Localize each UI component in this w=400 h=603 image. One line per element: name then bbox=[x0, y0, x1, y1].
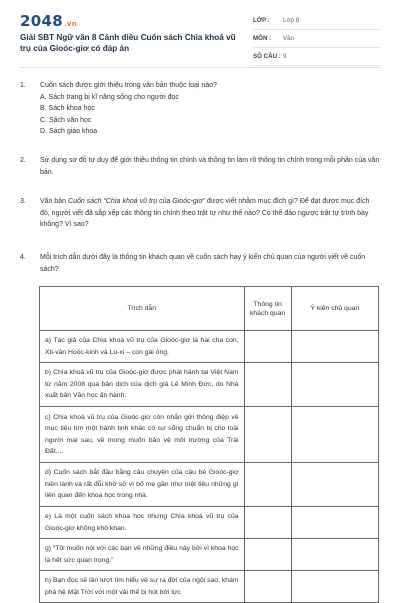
text-segment: được viết nhằm mục đích gì? Để đạt được mục đích đó, người viết đã sắp xếp các thông tin chính theo trật tự như thế nào? Có thể đảo ngược trật tự trình bày không? Vì sao? bbox=[40, 198, 370, 228]
table-row bbox=[40, 571, 379, 603]
option-c: C. Sách văn học bbox=[40, 116, 92, 124]
subjective-cell[interactable] bbox=[291, 331, 378, 363]
header-divider bbox=[20, 67, 381, 68]
table-row bbox=[40, 363, 379, 407]
quote-table bbox=[39, 286, 379, 603]
objective-cell[interactable] bbox=[244, 539, 291, 571]
question-number: 4. bbox=[20, 254, 26, 261]
question-number: 1. bbox=[20, 82, 26, 89]
meta-row-subject bbox=[253, 30, 381, 48]
meta-label: MÔN : bbox=[253, 35, 272, 42]
header-subjective: Ý kiến chủ quan bbox=[291, 287, 378, 331]
logo-text: 2048 bbox=[20, 12, 63, 30]
site-logo[interactable] bbox=[20, 12, 77, 30]
table-row bbox=[40, 539, 379, 571]
objective-cell[interactable] bbox=[244, 407, 291, 463]
quote-cell: h) Bạn đọc sẽ lần lượt tìm hiểu về sự ra đời của ngôi sao, khám phá hệ Mặt Trời với một vài thế bị hút bởi lực bbox=[40, 571, 245, 603]
page-title: Giải SBT Ngữ văn 8 Cánh diều Cuốn sách Chìa khoá vũ trụ của Gioóc-giơ có đáp án bbox=[20, 33, 236, 53]
meta-row-class bbox=[253, 12, 381, 30]
table-row bbox=[40, 331, 379, 363]
logo-tld: .vn bbox=[63, 20, 78, 28]
objective-cell[interactable] bbox=[244, 571, 291, 603]
meta-label: LỚP : bbox=[253, 17, 270, 24]
question-4 bbox=[20, 252, 380, 275]
quote-cell: d) Cuốn sách bắt đầu bằng câu chuyện của cậu bé Gioóc-giơ hiền lành và rất đỗi khờ sở vì bố mẹ gần như triệt tiêu những gì liên quan đến khoa học trong nhà. bbox=[40, 463, 245, 507]
question-text: Sử dụng sơ đồ tư duy để giới thiệu thông tin chính và thông tin làm rõ thông tin chính trong mỗi phần của văn bản. bbox=[40, 157, 380, 176]
header-objective: Thông tin khách quan bbox=[244, 287, 291, 331]
question-number: 3. bbox=[20, 198, 26, 205]
option-d: D. Sách giáo khoa bbox=[40, 128, 98, 135]
quote-cell: g) “Tôi muốn nói với các bạn về những điều này bởi vì khoa học là hết sức quan trọng.” bbox=[40, 539, 245, 571]
question-text bbox=[40, 196, 380, 231]
subjective-cell[interactable] bbox=[291, 507, 378, 539]
subjective-cell[interactable] bbox=[291, 539, 378, 571]
meta-value: Lớp 8 bbox=[283, 17, 300, 24]
objective-cell[interactable] bbox=[244, 507, 291, 539]
book-title: Cuốn sách “Chìa khoá vũ trụ của Gioóc-giơ” bbox=[68, 198, 205, 205]
question-text: Mỗi trích dẫn dưới đây là thông tin khách quan về cuốn sách hay ý kiến chủ quan của người viết về cuốn sách? bbox=[40, 254, 366, 273]
quote-cell: c) Chìa khoá vũ trụ của Gioóc-giơ còn nhắn gửi thông điệp về mục tiêu tìm một hành tinh khác có sự sống chuẩn bị cho loài người mai sau, về mong muốn bảo vệ môi trường của Trái Đất,... bbox=[40, 407, 245, 463]
option-a: A. Sách trang bị kĩ năng sống cho người đọc bbox=[40, 93, 179, 101]
subjective-cell[interactable] bbox=[291, 571, 378, 603]
objective-cell[interactable] bbox=[244, 463, 291, 507]
quote-cell: e) Là một cuốn sách khoa học nhưng Chìa khoá vũ trụ của Gioóc-giơ không khô khan. bbox=[40, 507, 245, 539]
meta-value: 9 bbox=[283, 53, 287, 60]
header-quote: Trích dẫn bbox=[40, 287, 245, 331]
objective-cell[interactable] bbox=[244, 331, 291, 363]
question-1 bbox=[20, 80, 380, 138]
question-number: 2. bbox=[20, 157, 26, 164]
quote-cell: b) Chìa khoá vũ trụ của Gioóc-giơ được phát hành tại Việt Nam từ năm 2008 qua bản dịch của dịch giả Lê Minh Đức, do Nhà xuất bản Văn học ấn hành. bbox=[40, 363, 245, 407]
table-header-row bbox=[40, 287, 379, 331]
subjective-cell[interactable] bbox=[291, 363, 378, 407]
table-row bbox=[40, 507, 379, 539]
quote-cell: a) Tác giả của Chìa khoá vũ trụ của Gioóc-giơ là hai cha con, Xti-vân Hoóc-kinh và Lu-xi – con gái ông. bbox=[40, 331, 245, 363]
table-row bbox=[40, 407, 379, 463]
meta-row-count bbox=[253, 48, 381, 66]
objective-cell[interactable] bbox=[244, 363, 291, 407]
text-segment: Văn bản bbox=[40, 198, 69, 205]
meta-value: Văn bbox=[283, 35, 295, 42]
meta-info bbox=[253, 12, 381, 66]
question-2 bbox=[20, 155, 380, 178]
option-b: B. Sách khoa học bbox=[40, 105, 95, 112]
question-3 bbox=[20, 196, 380, 231]
subjective-cell[interactable] bbox=[291, 407, 378, 463]
question-text: Cuốn sách được giới thiệu trong văn bản thuộc loại nào? bbox=[40, 82, 217, 89]
subjective-cell[interactable] bbox=[291, 463, 378, 507]
table-row bbox=[40, 463, 379, 507]
meta-label: SỐ CÂU : bbox=[253, 53, 281, 60]
